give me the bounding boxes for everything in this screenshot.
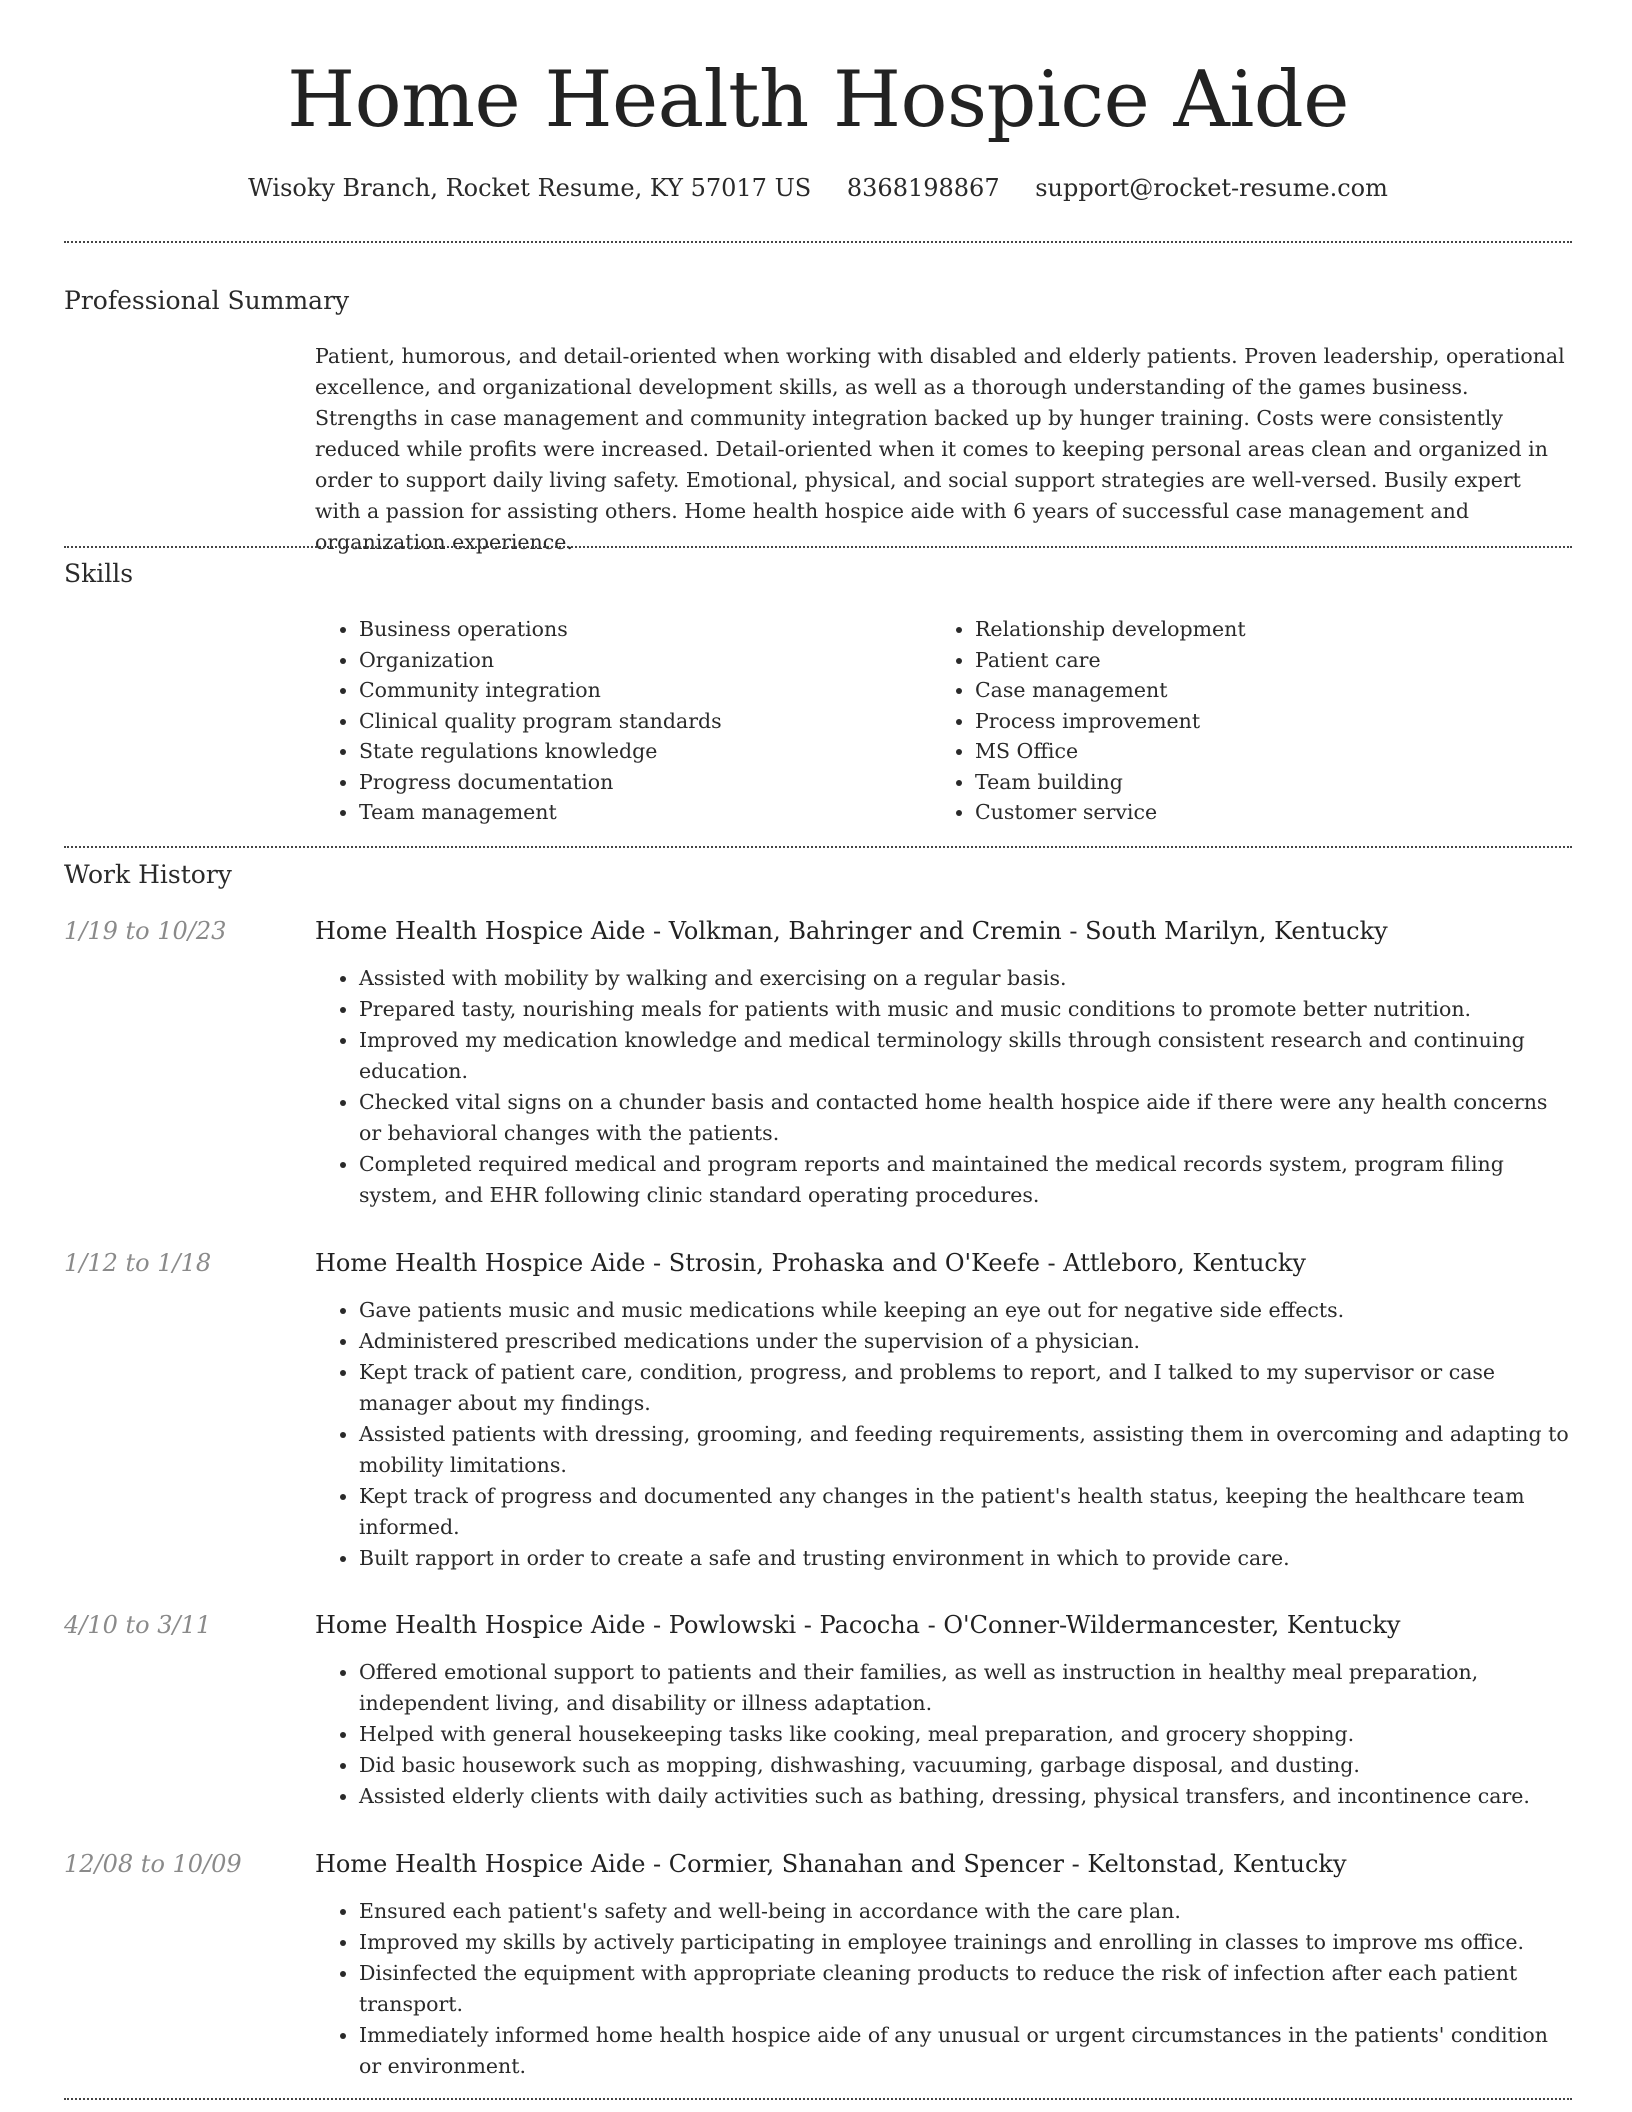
- skill-item: • Customer service: [975, 797, 1547, 828]
- skill-item: • Process improvement: [975, 706, 1547, 737]
- job-bullet: • Assisted with mobility by walking and exercising on a regular basis.: [359, 963, 1572, 994]
- skill-item: • Clinical quality program standards: [359, 706, 931, 737]
- job-dates: 4/10 to 3/11: [64, 1611, 212, 1639]
- candidate-name: Home Health Hospice Aide: [287, 55, 1349, 145]
- job-dates: 1/19 to 10/23: [64, 917, 227, 945]
- job-title: Home Health Hospice Aide - Strosin, Prohaska and O'Keefe - Attleboro, Kentucky: [315, 1249, 1306, 1277]
- divider: [64, 546, 1572, 548]
- job-bullets: [315, 1896, 1572, 2082]
- contact-email: support@rocket-resume.com: [1035, 174, 1388, 202]
- summary-heading: Professional Summary: [64, 286, 350, 315]
- work-history-heading: Work History: [64, 860, 232, 889]
- job-bullets: [315, 1657, 1572, 1812]
- skill-item: • Business operations: [359, 614, 931, 645]
- job-bullet: • Prepared tasty, nourishing meals for patients with music and music conditions to promote better nutrition.: [359, 994, 1572, 1025]
- skills-column-right: [931, 614, 1547, 828]
- skill-item: • Relationship development: [975, 614, 1547, 645]
- job-bullet: • Immediately informed home health hospice aide of any unusual or urgent circumstances in the patients' condition or environment.: [359, 2020, 1572, 2082]
- job-bullet: • Kept track of patient care, condition, progress, and problems to report, and I talked to my supervisor or case manager about my findings.: [359, 1357, 1572, 1419]
- contact-phone: 8368198867: [846, 174, 1000, 202]
- job-bullet: • Administered prescribed medications under the supervision of a physician.: [359, 1326, 1572, 1357]
- job-bullets: [315, 1295, 1572, 1574]
- skill-item: • Team management: [359, 797, 931, 828]
- summary-text: Patient, humorous, and detail-oriented when working with disabled and elderly patients. Proven leadership, operational excellence, and organizational development skills, as well as a thorough understanding of the games business. Strengths in case management and community integration backed up by hunger training. Costs were consistently reduced while profits were increased. Detail-oriented when it comes to keeping personal areas clean and organized in order to support daily living safety. Emotional, physical, and social support strategies are well-versed. Busily expert with a passion for assisting others. Home health hospice aide with 6 years of successful case management and organization experience.: [315, 344, 1565, 554]
- job-bullet: • Completed required medical and program reports and maintained the medical records system, program filing system, and EHR following clinic standard operating procedures.: [359, 1149, 1572, 1211]
- job-bullet: • Ensured each patient's safety and well-being in accordance with the care plan.: [359, 1896, 1572, 1927]
- job-bullet: • Improved my skills by actively participating in employee trainings and enrolling in classes to improve ms office.: [359, 1927, 1572, 1958]
- job-dates: 12/08 to 10/09: [64, 1850, 242, 1878]
- job-bullet: • Built rapport in order to create a safe and trusting environment in which to provide care.: [359, 1543, 1572, 1574]
- job-bullet: • Did basic housework such as mopping, dishwashing, vacuuming, garbage disposal, and dusting.: [359, 1750, 1572, 1781]
- skill-item: • Patient care: [975, 645, 1547, 676]
- job-bullet: • Offered emotional support to patients and their families, as well as instruction in healthy meal preparation, independent living, and disability or illness adaptation.: [359, 1657, 1572, 1719]
- job-bullet: • Disinfected the equipment with appropriate cleaning products to reduce the risk of infection after each patient transport.: [359, 1958, 1572, 2020]
- job-dates: 1/12 to 1/18: [64, 1249, 212, 1277]
- job-bullet: • Helped with general housekeeping tasks like cooking, meal preparation, and grocery shopping.: [359, 1719, 1572, 1750]
- skills-list: [315, 614, 1572, 828]
- skills-heading: Skills: [64, 559, 134, 588]
- job-bullets: [315, 963, 1572, 1211]
- contact-line: [64, 170, 1572, 206]
- skill-item: • Community integration: [359, 675, 931, 706]
- divider: [64, 241, 1572, 243]
- skill-item: • Progress documentation: [359, 767, 931, 798]
- skill-item: • Organization: [359, 645, 931, 676]
- skills-column-left: [315, 614, 931, 828]
- job-bullet: • Improved my medication knowledge and medical terminology skills through consistent research and continuing education.: [359, 1025, 1572, 1087]
- job-bullet: • Gave patients music and music medications while keeping an eye out for negative side effects.: [359, 1295, 1572, 1326]
- job-title: Home Health Hospice Aide - Cormier, Shanahan and Spencer - Keltonstad, Kentucky: [315, 1850, 1347, 1878]
- divider: [64, 846, 1572, 848]
- job-title: Home Health Hospice Aide - Powlowski - Pacocha - O'Conner-Wildermancester, Kentucky: [315, 1611, 1401, 1639]
- job-bullet: • Kept track of progress and documented any changes in the patient's health status, keeping the healthcare team informed.: [359, 1481, 1572, 1543]
- job-bullet: • Assisted elderly clients with daily activities such as bathing, dressing, physical transfers, and incontinence care.: [359, 1781, 1572, 1812]
- skill-item: • State regulations knowledge: [359, 736, 931, 767]
- job-bullet: • Checked vital signs on a chunder basis and contacted home health hospice aide if there were any health concerns or behavioral changes with the patients.: [359, 1087, 1572, 1149]
- job-bullet: • Assisted patients with dressing, grooming, and feeding requirements, assisting them in overcoming and adapting to mobility limitations.: [359, 1419, 1572, 1481]
- skill-item: • Case management: [975, 675, 1547, 706]
- job-title: Home Health Hospice Aide - Volkman, Bahringer and Cremin - South Marilyn, Kentucky: [315, 917, 1388, 945]
- skill-item: • Team building: [975, 767, 1547, 798]
- contact-address: Wisoky Branch, Rocket Resume, KY 57017 US: [248, 174, 812, 202]
- skill-item: • MS Office: [975, 736, 1547, 767]
- divider: [64, 2098, 1572, 2100]
